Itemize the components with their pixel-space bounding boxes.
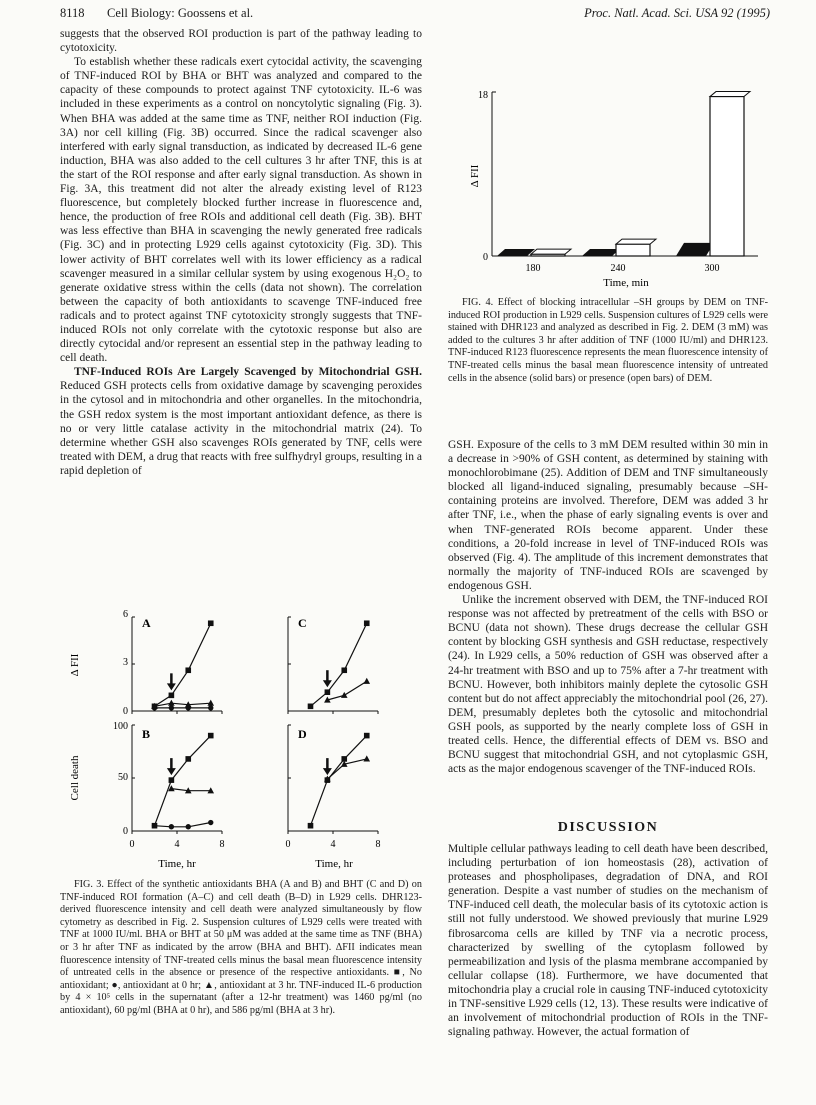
fig4-ylabel: Δ FII — [469, 164, 481, 188]
paragraph: Multiple cellular pathways leading to cell death have been described, including perturbation of ion homeostasis (28), activation of proteases and phospholipases, degradation of DNA, and ROI generation. Despite a vast number of studies on the mechanism of TNF-induced cell death, the molecular basis of its cytotoxic action is still not fully understood. We showed previously that murine L929 fibrosarcoma cells are killed by TNF via a necrotic process, characterized by swelling of the cytoplasm followed by permeabilization and lysis of the plasma membrane accompanied by cellular collapse (18). Furthermore, we have documented that mitochondria play a crucial role in causing TNF-induced cytotoxicity in TNF-sensitive L929 cells (12, 13). These results were indicative of an involvement of mitochondrial production of ROIs in the TNF-signaling pathway. However, the actual formation of — [448, 843, 768, 1039]
fig3-caption — [60, 879, 422, 1018]
series-line-square — [155, 623, 211, 706]
data-point-triangle — [207, 700, 214, 706]
data-point-square — [185, 667, 191, 673]
panel-label-b: B — [142, 727, 151, 741]
ytick-bottom: 0 — [123, 826, 128, 837]
fig4-xlabel: Time, min — [603, 277, 649, 289]
xtick: 4 — [330, 839, 336, 850]
data-point-triangle — [341, 692, 348, 698]
arrow-head — [323, 680, 332, 687]
panel-label-c: C — [298, 616, 307, 630]
data-point-square — [341, 667, 347, 673]
series-line-square — [311, 623, 367, 706]
data-point-circle — [152, 823, 157, 828]
fig3-ylabel-bottom: Cell death — [69, 755, 81, 801]
paragraph: GSH. Exposure of the cells to 3 mM DEM resulted within 30 min in a decrease in >90% of GSH content, as determined by staining with monochlorobimane (25). Addition of DEM and TNF simultaneously blocked all ligand-induced signaling, presumably because –SH-containing proteins are involved. Therefore, DEM was added 3 hr after TNF, i.e., when the phase of early signaling events is over and when TNF-generated ROIs become apparent. Under these conditions, a 20-fold increase in level of TNF-induced ROIs was observed (Fig. 4). The amplitude of this increment demonstrates that normally the majority of TNF-induced ROIs are scavenged by endogenous GSH. — [448, 439, 768, 592]
data-point-triangle — [168, 700, 175, 706]
bar-open-top — [531, 249, 571, 254]
arrow-head — [167, 768, 176, 775]
paragraph: Unlike the increment observed with DEM, the TNF-induced ROI response was not affected by pretreatment of the cells with BSO or BCNU (data not shown). These drugs decrease the cellular GSH content by blocking GSH synthesis and GSH reductase, respectively (24). In L929 cells, a 50% reduction of GSH was observed after a 24-hr treatment with BSO and up to 75% after a 7-hr treatment with BCNU. However, both inhibitors mainly deplete the cytosolic GSH content but do not affect appreciably the mitochondrial pool (26, 27). DEM, presumably depletes both the cytosolic and mitochondrial GSH pools, as supported by the nearly complete loss of GSH in treated cells. Hence, the differential effects of DEM vs. BSO and BCNU suggest that mitochondrial GSH, and not cytoplasmic GSH, acts as the major endogenous scavenger of the TNF-induced ROIs. — [448, 594, 768, 776]
fig3-xlabel-left: Time, hr — [158, 858, 196, 870]
fig3-axes — [132, 617, 378, 834]
bar-open-top — [616, 239, 656, 244]
journal-citation: Proc. Natl. Acad. Sci. USA 92 (1995) — [584, 6, 770, 20]
data-point-square — [185, 756, 191, 762]
data-point-circle — [208, 705, 213, 710]
data-point-circle — [169, 705, 174, 710]
running-header — [60, 6, 770, 26]
bar-open-top — [710, 92, 750, 97]
figure-4 — [448, 80, 768, 290]
series-line-triangle — [171, 789, 210, 791]
panel-label-d: D — [298, 727, 307, 741]
xtick: 8 — [219, 839, 225, 850]
ytick-top: 0 — [123, 706, 128, 717]
data-point-circle — [169, 824, 174, 829]
data-point-triangle — [363, 755, 370, 761]
fig4-category: 300 — [704, 263, 720, 274]
xtick: 8 — [375, 839, 381, 850]
data-point-square — [169, 693, 175, 699]
series-line-square — [155, 736, 211, 826]
data-point-triangle — [363, 678, 370, 684]
series-line-triangle — [327, 759, 366, 779]
section-title: Cell Biology: Goossens et al. — [107, 6, 254, 20]
data-point-square — [208, 620, 214, 626]
data-point-circle — [208, 820, 213, 825]
fig4-ytick: 0 — [483, 252, 488, 263]
fig3-xlabel-right: Time, hr — [315, 858, 353, 870]
fig3-marks — [151, 620, 370, 829]
data-point-circle — [186, 824, 191, 829]
right-column-upper — [448, 438, 768, 776]
data-point-square — [169, 777, 175, 783]
figure-3 — [60, 603, 422, 871]
paragraph: suggests that the observed ROI production is part of the pathway leading to cytotoxicity. — [60, 28, 422, 55]
panel-label-a: A — [142, 616, 151, 630]
page-number: 8118 — [60, 6, 85, 20]
right-column-lower — [448, 842, 768, 1039]
bar-solid — [582, 249, 620, 256]
ytick-bottom: 100 — [113, 721, 128, 732]
series-line-circle — [155, 823, 211, 827]
caption-text: FIG. 3. Effect of the synthetic antioxidants BHA (A and B) and BHT (C and D) on TNF-induced ROI formation (A–C) and cell death (B–D) in L929 cells. DHR123-derived fluorescence intensity and cell death were analyzed simultaneously by flow cytometry as described in Fig. 2. Suspension cultures of L929 cells were treated with TNF at 1000 IU/ml. BHA or BHT at 50 μM was added at the same time as TNF (BHA) or 3 hr after TNF as indicated by the arrow (BHA and BHT). ΔFII indicates mean fluorescence intensity of TNF-treated cells minus the basal mean fluorescence intensity of untreated cells in the absence or presence of the respective antioxidants. ■, No antioxidant; ●, antioxidant at 0 hr; ▲, antioxidant at 3 hr. TNF-induced IL-6 production by 4 × 10⁵ cells in the supernatant (after a 12-hr treatment) was 1460 pg/ml (no antioxidant), 60 pg/ml (BHA at 0 hr), and 586 pg/ml (BHA at 3 hr). — [60, 879, 422, 1016]
arrow-head — [323, 768, 332, 775]
fig4-ytick: 18 — [478, 90, 488, 101]
series-line-triangle — [155, 703, 211, 706]
fig4-bars — [497, 92, 750, 256]
bar-solid — [497, 249, 535, 256]
xtick: 4 — [174, 839, 180, 850]
fig3-ylabel-top: Δ FII — [69, 653, 81, 677]
fig4-category: 180 — [525, 263, 541, 274]
paragraph-body: Reduced GSH protects cells from oxidative damage by scavenging peroxides in the cytosol and in mitochondria and other organelles. In the mitochondria, the GSH redox system is the most important antioxidant defence, as there is no or very little catalase activity in the mitochondrial matrix (24). To determine whether GSH also scavenges ROIs generated by TNF, cells were treated with DEM, a drug that reacts with free sulfhydryl groups, resulting in a rapid depletion of — [60, 380, 422, 477]
data-point-square — [308, 704, 314, 710]
bar-solid — [676, 243, 714, 256]
data-point-square — [325, 689, 331, 695]
fig4-category: 240 — [610, 263, 626, 274]
data-point-square — [308, 823, 314, 829]
discussion-heading: DISCUSSION — [557, 820, 659, 835]
data-point-square — [364, 620, 370, 626]
run-in-heading: TNF-Induced ROIs Are Largely Scavenged by Mitochondrial GSH. — [74, 366, 422, 379]
paragraph: To establish whether these radicals exert cytocidal activity, the scavenging of TNF-induced ROI by BHA or BHT was analyzed and compared to the capacity of these compounds to protect against TNF cytotoxicity. IL-6 was included in these experiments as a control on noncytolytic signaling (Fig. 3). When BHA was added at the same time as TNF, neither ROI induction (Fig. 3A) nor cell killing (Fig. 3B) occurred. Since the radical scavenger also interfered with early signal transduction, as indicated by decreased IL-6 gene induction, BHA was also added to the cell cultures 3 hr after TNF, this is at the start of the ROI response and after early signal transduction. As shown in Fig. 3A, this treatment did not alter the already existing level of R123 fluorescence, but completely blocked further increase in fluorescence and, hence, the production of free ROIs and additional cell death (Fig. 3B). BHT was less effective than BHA in scavenging the newly generated free radicals (Fig. 3C) and in protecting L929 cells against cytotoxicity (Fig. 3D). This lower activity of BHT correlates well with its lower efficiency as a radical scavenger measured in a similar cellular system by using exogenous H₂O₂ to generate oxidative stress within the cells (data not shown). The correlation between the capacity of both antioxidants to scavenge TNF-induced free radicals and to protect against TNF cytotoxicity strongly suggests that TNF-induced ROIs not only correlate with the cytotoxic response but also are directly cytocidal and/or represent an essential step in the pathway leading to cell death. — [60, 56, 422, 365]
bar-open — [710, 97, 744, 256]
ytick-bottom: 50 — [118, 772, 128, 783]
left-column — [60, 27, 422, 478]
paragraph — [60, 365, 422, 478]
ytick-top: 3 — [123, 657, 128, 668]
series-line-square — [311, 736, 367, 826]
caption-text: FIG. 4. Effect of blocking intracellular –SH groups by DEM on TNF-induced ROI production in L929 cells. Suspension cultures of L929 cells were stained with DHR123 and analyzed as described in Fig. 2. DEM (3 mM) was added to the cultures 3 hr after addition of TNF (1000 IU/ml) and DHR123. TNF-induced R123 fluorescence represents the mean fluorescence intensity of TNF-treated cells minus the basal mean fluorescence intensity of untreated cells in the absence (solid bars) or presence (open bars) of DEM. — [448, 297, 768, 384]
xtick: 0 — [129, 839, 135, 850]
bar-open — [616, 244, 650, 256]
data-point-square — [208, 733, 214, 739]
xtick: 0 — [285, 839, 291, 850]
fig4-caption — [448, 297, 768, 385]
data-point-square — [364, 733, 370, 739]
ytick-top: 6 — [123, 609, 128, 620]
arrow-head — [167, 683, 176, 690]
